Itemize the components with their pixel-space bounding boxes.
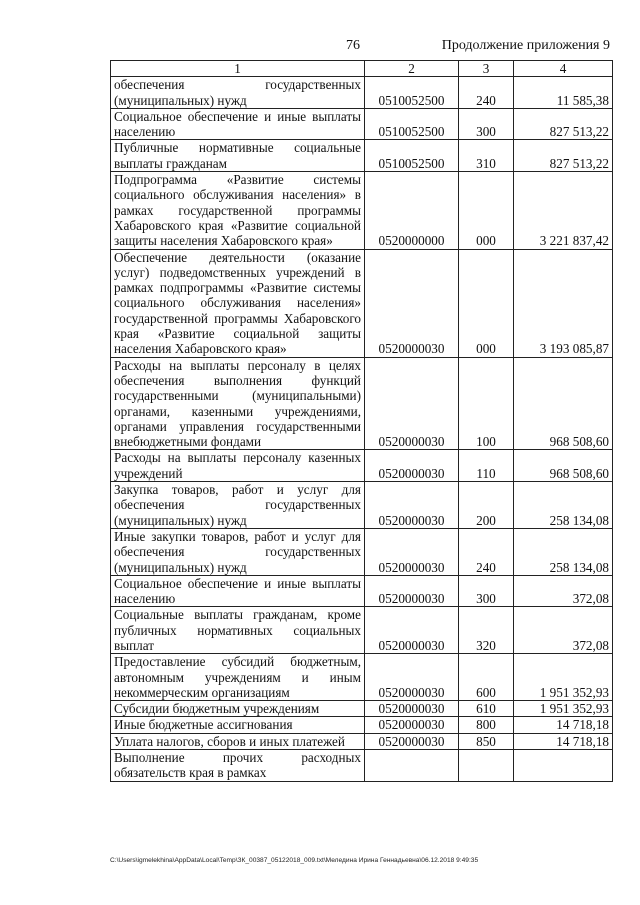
row-description: Субсидии бюджетным учреждениям: [111, 701, 365, 717]
row-target-code: 0520000030: [365, 450, 459, 482]
row-description: Публичные нормативные социальные выплаты гражданам: [111, 140, 365, 172]
table-row: [111, 701, 613, 717]
column-header: 4: [514, 61, 613, 77]
row-expense-type: 610: [459, 701, 514, 717]
row-target-code: 0520000030: [365, 357, 459, 450]
table-row: [111, 172, 613, 249]
row-expense-type: 320: [459, 607, 514, 654]
table-row: [111, 108, 613, 140]
row-target-code: 0520000030: [365, 482, 459, 529]
table-row: [111, 575, 613, 607]
table-body: [111, 77, 613, 781]
row-amount: 1 951 352,93: [514, 701, 613, 717]
table-row: [111, 654, 613, 701]
row-description: Подпрограмма «Развитие системы социального обслуживания населения» в рамках государственной программы Хабаровского края «Развитие социальной защиты населения Хабаровского края»: [111, 172, 365, 249]
table-row: [111, 607, 613, 654]
row-description: Социальное обеспечение и иные выплаты населению: [111, 575, 365, 607]
row-target-code: [365, 750, 459, 782]
row-expense-type: 100: [459, 357, 514, 450]
row-target-code: 0510052500: [365, 108, 459, 140]
table-header-row: [111, 61, 613, 77]
row-description: Уплата налогов, сборов и иных платежей: [111, 733, 365, 749]
row-description: Расходы на выплаты персоналу казенных учреждений: [111, 450, 365, 482]
row-amount: 968 508,60: [514, 357, 613, 450]
row-target-code: 0520000000: [365, 172, 459, 249]
row-expense-type: 000: [459, 172, 514, 249]
row-description: Социальные выплаты гражданам, кроме публичных нормативных социальных выплат: [111, 607, 365, 654]
row-amount: 3 221 837,42: [514, 172, 613, 249]
table-row: [111, 77, 613, 109]
row-expense-type: 800: [459, 717, 514, 733]
row-amount: 14 718,18: [514, 733, 613, 749]
row-amount: 3 193 085,87: [514, 249, 613, 357]
row-expense-type: 600: [459, 654, 514, 701]
row-description: Предоставление субсидий бюджетным, автономным учреждениям и иным некоммерческим организациям: [111, 654, 365, 701]
row-amount: 11 585,38: [514, 77, 613, 109]
column-header: 3: [459, 61, 514, 77]
row-expense-type: 310: [459, 140, 514, 172]
row-amount: 372,08: [514, 575, 613, 607]
table-row: [111, 140, 613, 172]
continuation-heading: Продолжение приложения 9: [441, 38, 610, 53]
row-target-code: 0520000030: [365, 654, 459, 701]
row-description: Закупка товаров, работ и услуг для обеспечения государственных (муниципальных) нужд: [111, 482, 365, 529]
row-expense-type: 240: [459, 77, 514, 109]
row-target-code: 0520000030: [365, 528, 459, 575]
row-amount: 827 513,22: [514, 108, 613, 140]
row-target-code: 0520000030: [365, 607, 459, 654]
row-amount: 1 951 352,93: [514, 654, 613, 701]
row-description: Обеспечение деятельности (оказание услуг) подведомственных учреждений в рамках подпрограммы «Развитие системы социального обслуживания населения» государственной программы Хабаровского края «Развитие социальной защиты населения Хабаровского края»: [111, 249, 365, 357]
column-header: 1: [111, 61, 365, 77]
row-target-code: 0520000030: [365, 733, 459, 749]
row-amount: 14 718,18: [514, 717, 613, 733]
row-expense-type: [459, 750, 514, 782]
row-target-code: 0510052500: [365, 77, 459, 109]
budget-table: [110, 60, 613, 782]
table-row: [111, 750, 613, 782]
row-description: Выполнение прочих расходных обязательств края в рамках: [111, 750, 365, 782]
row-description: Иные бюджетные ассигнования: [111, 717, 365, 733]
column-header: 2: [365, 61, 459, 77]
row-amount: 258 134,08: [514, 482, 613, 529]
row-expense-type: 110: [459, 450, 514, 482]
file-path-footer: C:\Users\igmelekhina\AppData\Local\Temp\ЗК_00387_05122018_009.txt\Меледина Ирина Геннадьевна\06.12.2018 9:49:35: [110, 857, 479, 864]
row-target-code: 0520000030: [365, 575, 459, 607]
row-target-code: 0520000030: [365, 717, 459, 733]
row-expense-type: 000: [459, 249, 514, 357]
row-expense-type: 850: [459, 733, 514, 749]
table-row: [111, 482, 613, 529]
row-amount: 258 134,08: [514, 528, 613, 575]
row-description: Социальное обеспечение и иные выплаты населению: [111, 108, 365, 140]
row-target-code: 0520000030: [365, 249, 459, 357]
row-amount: 827 513,22: [514, 140, 613, 172]
table-row: [111, 249, 613, 357]
row-expense-type: 300: [459, 108, 514, 140]
table-row: [111, 357, 613, 450]
row-amount: 372,08: [514, 607, 613, 654]
row-description: Расходы на выплаты персоналу в целях обеспечения выполнения функций государственными (муниципальными) органами, казенными учреждениями, органами управления государственными внебюджетными фондами: [111, 357, 365, 450]
row-target-code: 0520000030: [365, 701, 459, 717]
row-amount: 968 508,60: [514, 450, 613, 482]
row-description: Иные закупки товаров, работ и услуг для обеспечения государственных (муниципальных) нужд: [111, 528, 365, 575]
table-row: [111, 450, 613, 482]
row-expense-type: 300: [459, 575, 514, 607]
row-target-code: 0510052500: [365, 140, 459, 172]
page-number: 76: [346, 38, 360, 53]
row-description: обеспечения государственных (муниципальных) нужд: [111, 77, 365, 109]
row-expense-type: 200: [459, 482, 514, 529]
row-expense-type: 240: [459, 528, 514, 575]
table-row: [111, 733, 613, 749]
table-row: [111, 717, 613, 733]
row-amount: [514, 750, 613, 782]
table-row: [111, 528, 613, 575]
